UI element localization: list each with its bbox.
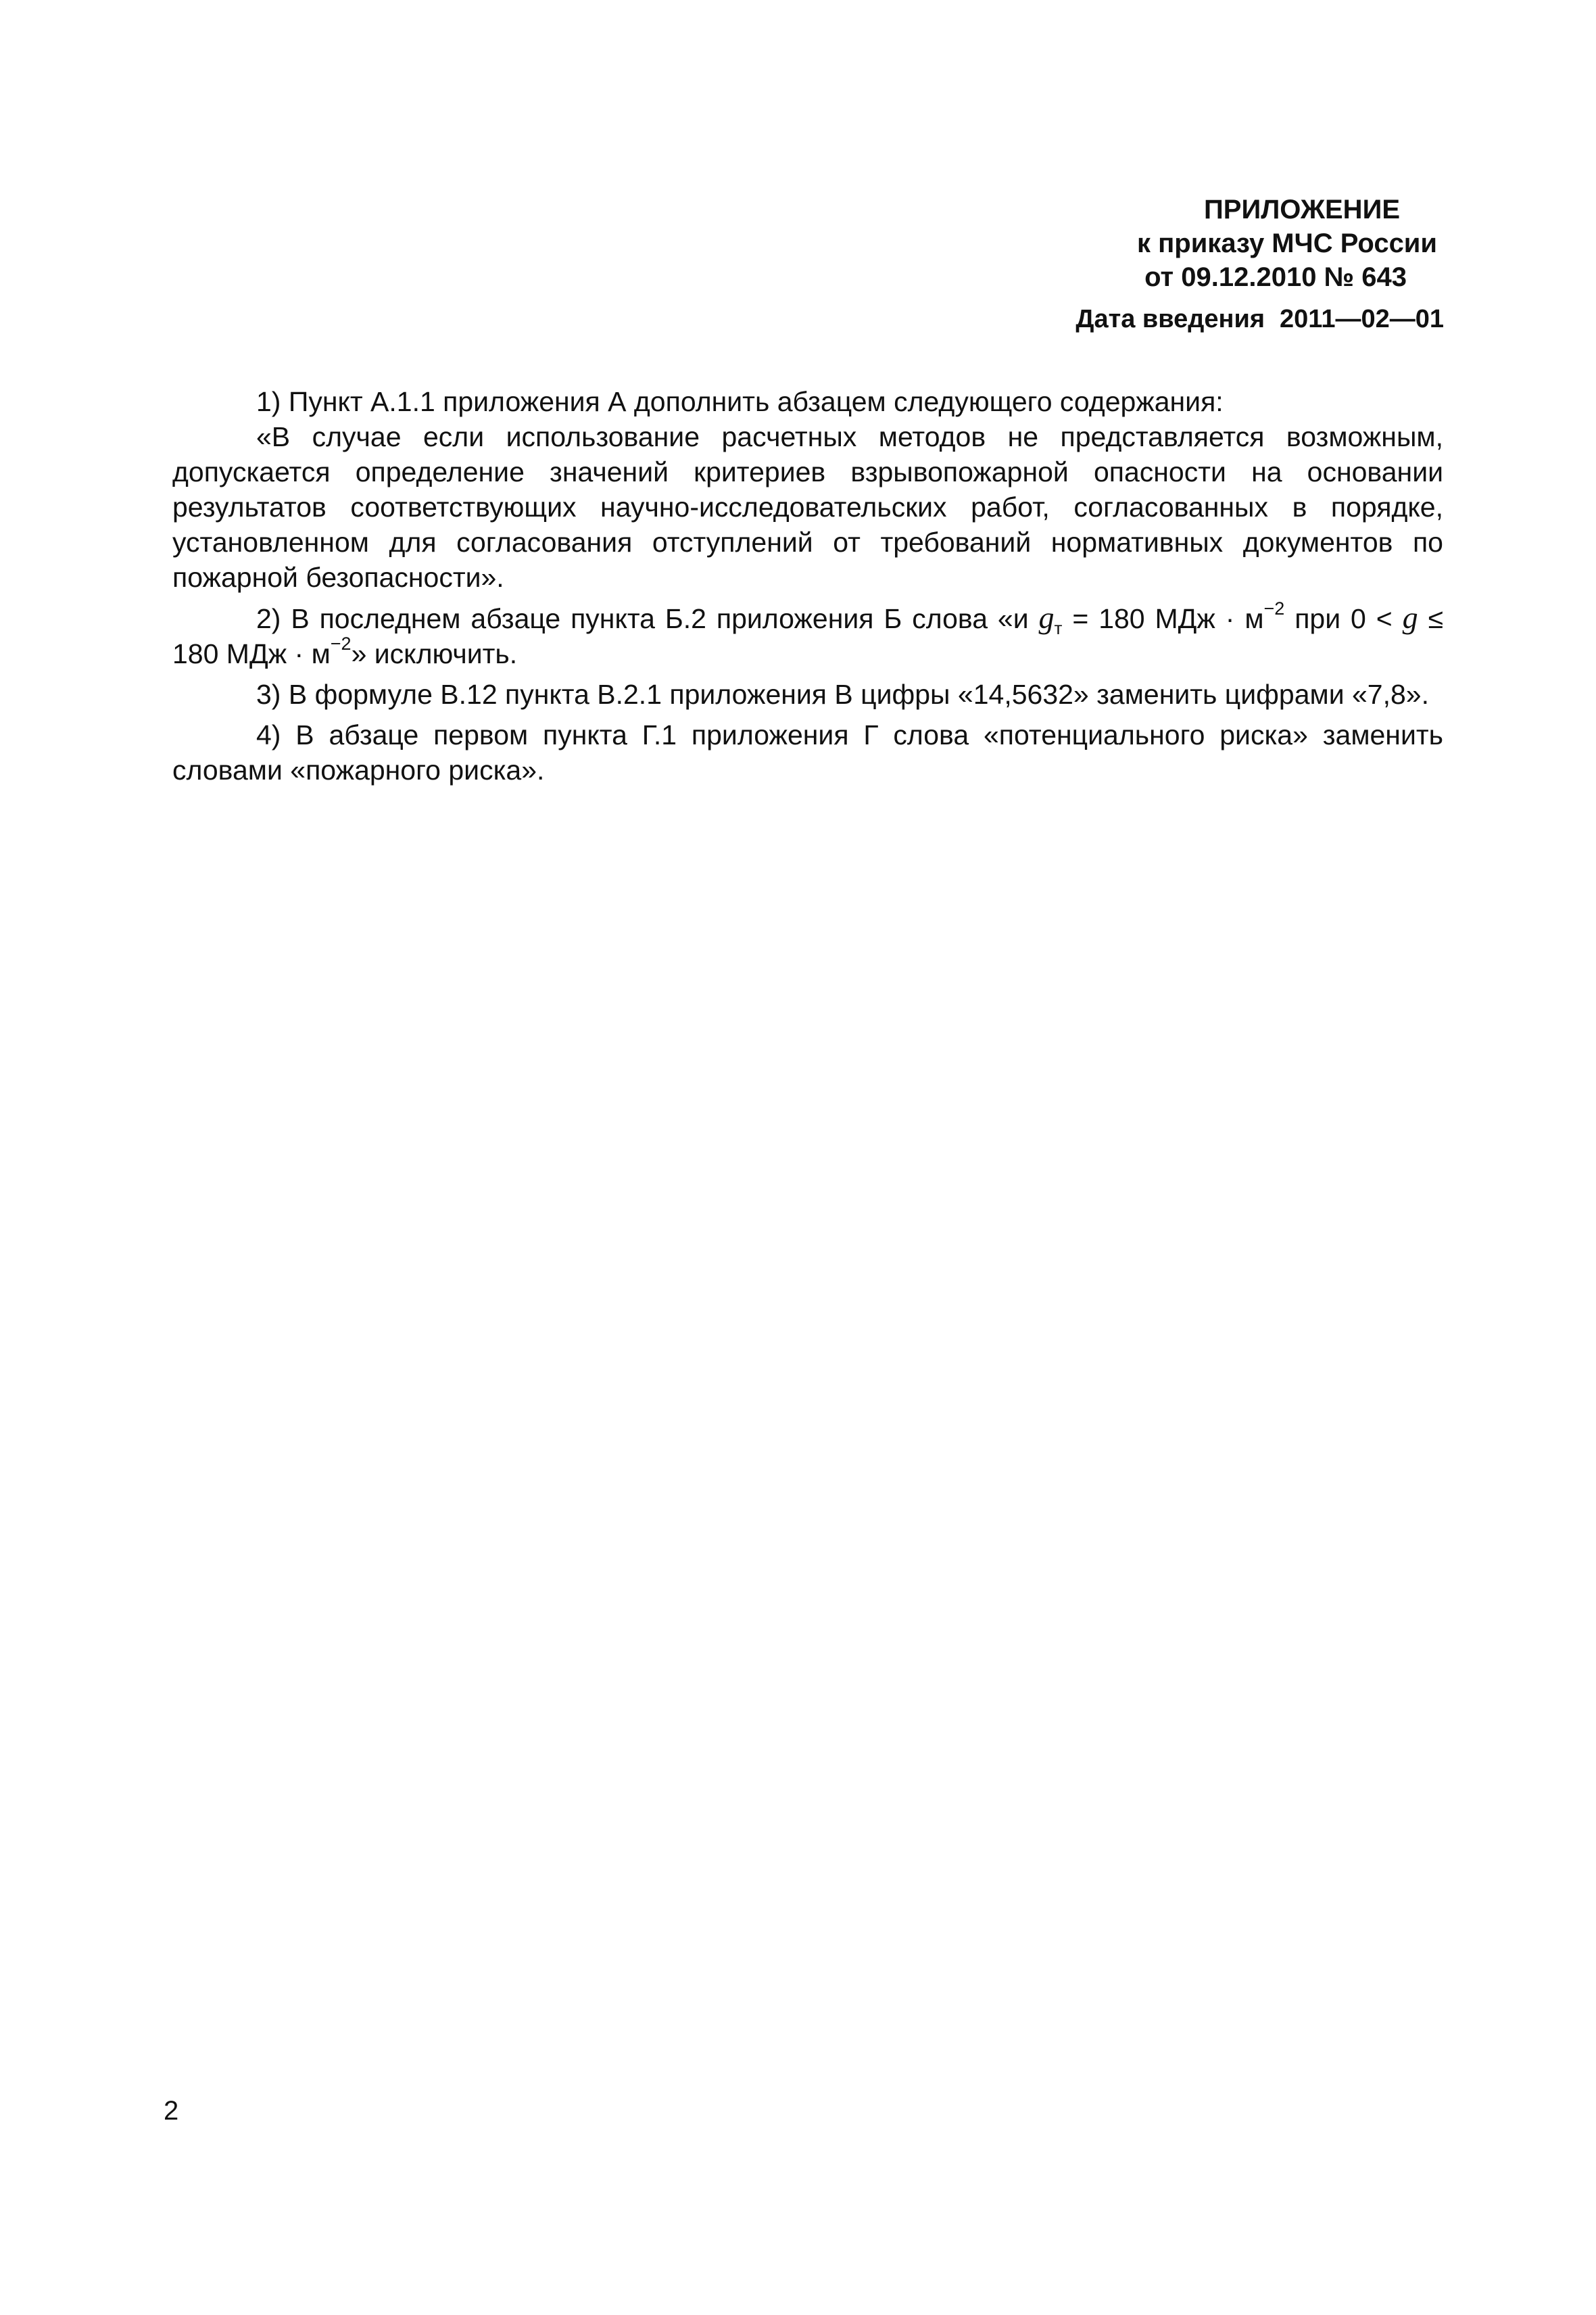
order-date-number: от 09.12.2010 № 643: [1144, 262, 1407, 292]
appendix-title: ПРИЛОЖЕНИЕ: [1204, 195, 1400, 224]
symbol-g-2: g: [1402, 600, 1418, 635]
amendments-body: [172, 384, 1443, 788]
order-reference: к приказу МЧС России: [1136, 229, 1437, 258]
exponent-2: −2: [330, 633, 352, 654]
introduction-date-label: Дата введения: [1075, 305, 1265, 333]
amendment-item-4: 4) В абзаце первом пункта Г.1 приложения Г слова «потенциального риска» заменить словами «пожарного риска».: [172, 719, 1443, 786]
amendment-item-1-quote: «В случае если использование расчетных методов не представляется возможным, допускается определение значений критериев взрывопожарной опасности на основании результатов соответствующих научно-исследовательских работ, согласованных в порядке, установленном для согласования отступлений от требований нормативных документов по пожарной безопасности».: [172, 421, 1443, 593]
item-2-text-c: при 0 <: [1284, 603, 1403, 634]
amendment-item-1: 1) Пункт А.1.1 приложения А дополнить абзацем следующего содержания:: [256, 386, 1224, 417]
amendment-item-3: 3) В формуле В.12 пункта В.2.1 приложения В цифры «14,5632» заменить цифрами «7,8».: [256, 679, 1429, 710]
amendment-item-2: [172, 600, 1443, 671]
introduction-date: [1075, 303, 1444, 335]
item-2-text-d: ≤ 180 МДж · м: [172, 603, 1443, 669]
item-2-text-b: = 180 МДж · м: [1062, 603, 1264, 634]
symbol-g: g: [1038, 600, 1055, 635]
introduction-date-value: 2011—02—01: [1280, 305, 1444, 333]
appendix-header: [964, 193, 1437, 294]
item-2-text-e: » исключить.: [351, 638, 518, 669]
page-number: 2: [164, 2096, 179, 2126]
symbol-g-subscript: т: [1054, 618, 1063, 639]
item-2-text-a: 2) В последнем абзаце пункта Б.2 приложения Б слова «и: [256, 603, 1039, 634]
exponent-1: −2: [1263, 598, 1285, 619]
